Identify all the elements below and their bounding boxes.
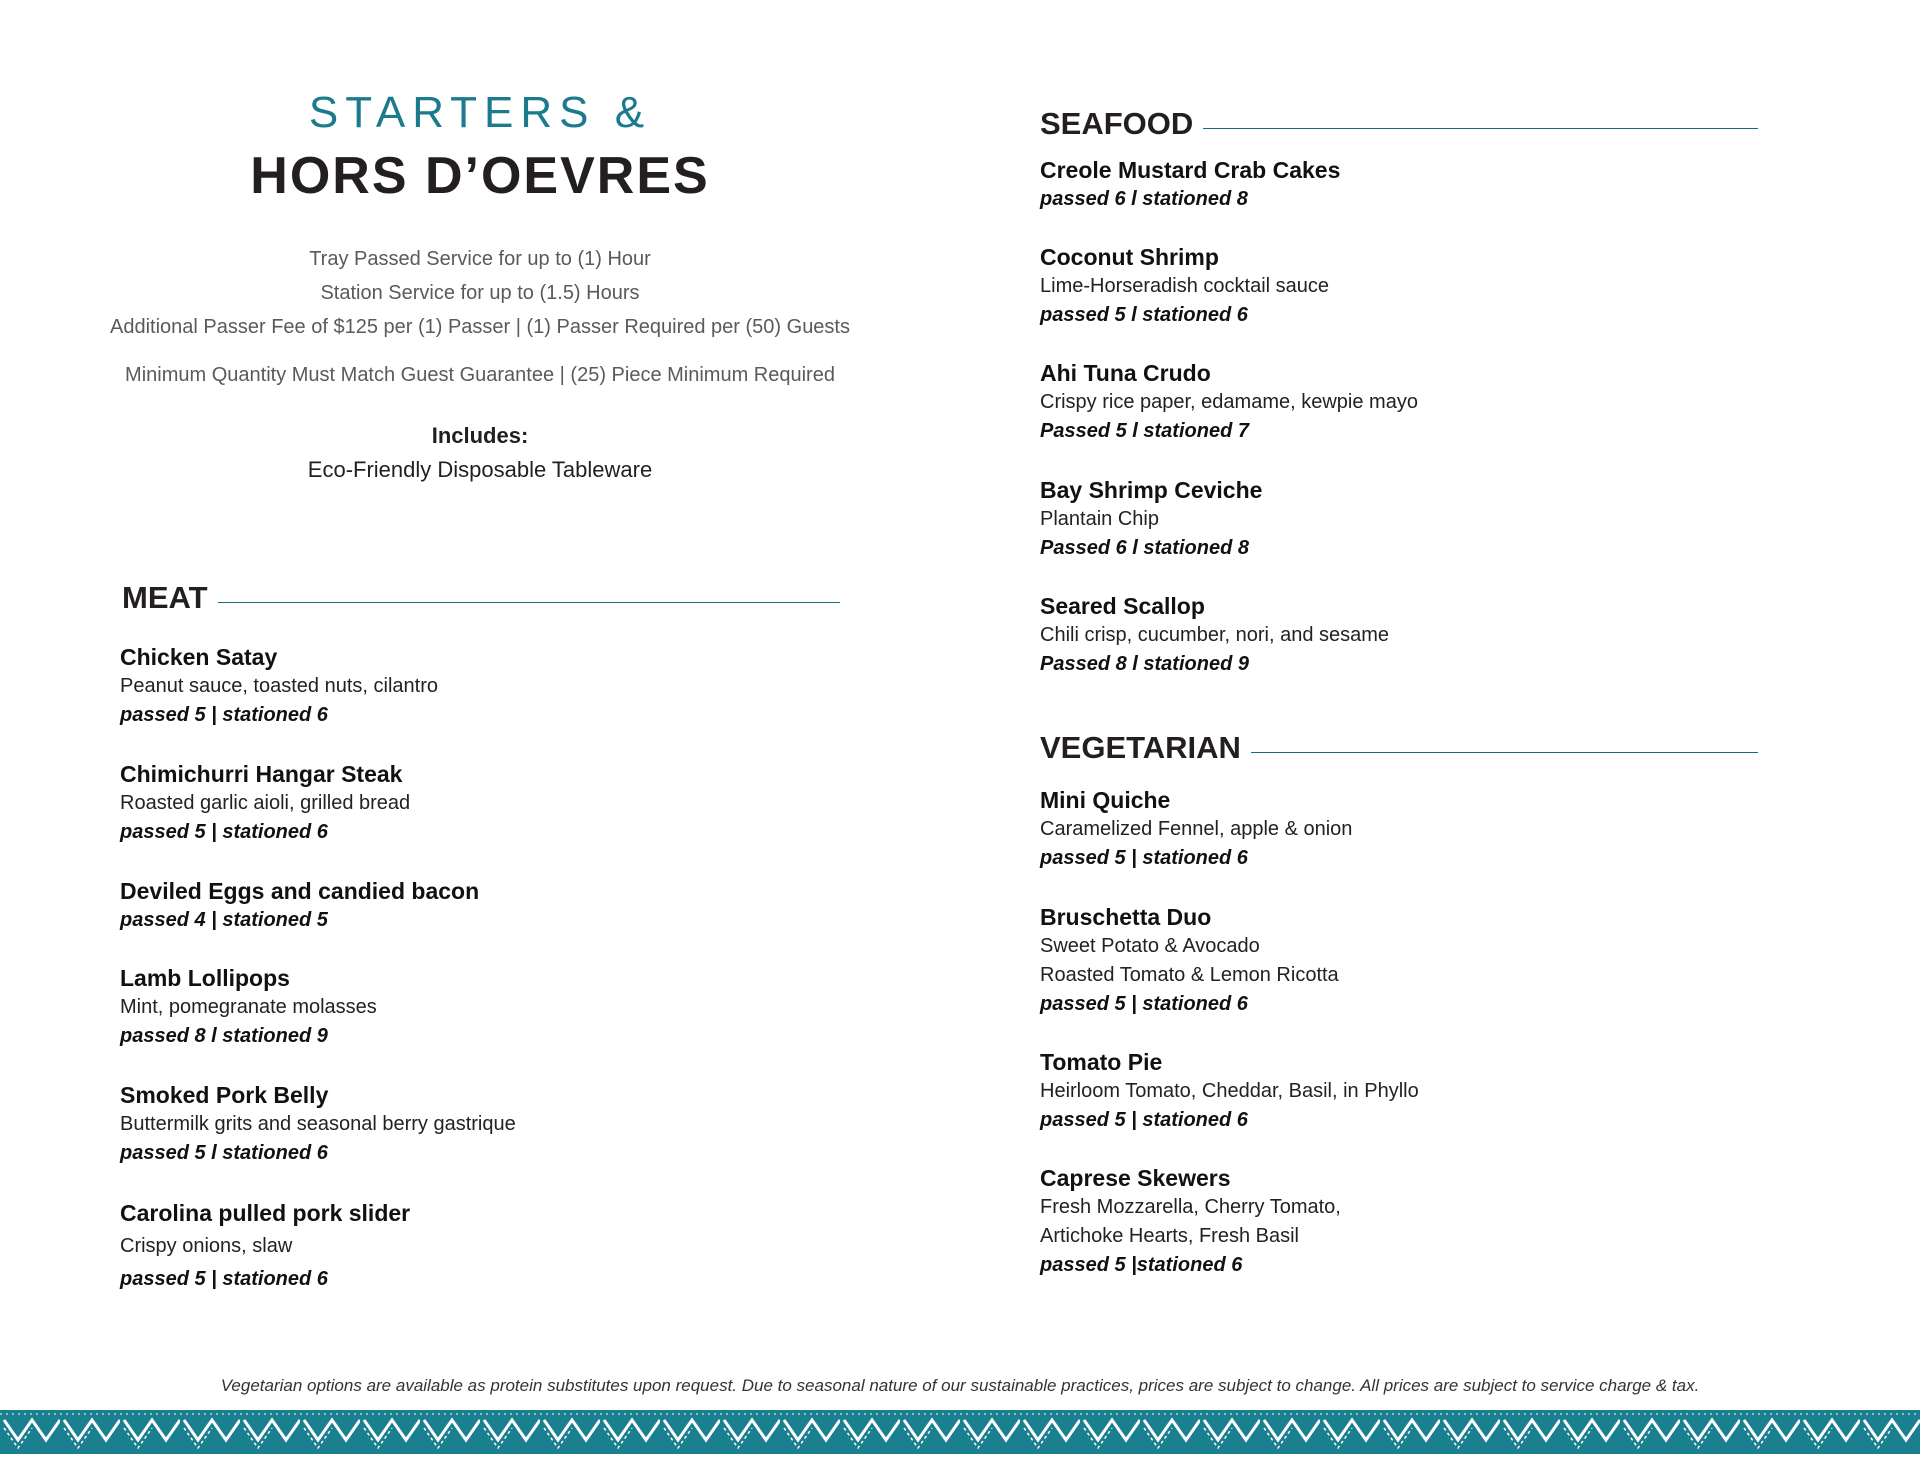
section-heading-meat: [122, 578, 840, 618]
item-description: Fresh Mozzarella, Cherry Tomato,: [1040, 1196, 1341, 1218]
section-rule: [1203, 128, 1758, 129]
includes-value: Eco-Friendly Disposable Tableware: [307, 457, 653, 482]
service-line: Additional Passer Fee of $125 per (1) Passer | (1) Passer Required per (50) Guests: [110, 316, 850, 338]
item-name: Bay Shrimp Ceviche: [1040, 477, 1263, 503]
item-name: Mini Quiche: [1040, 787, 1171, 813]
menu-item: [1040, 1047, 1419, 1135]
minimum-requirement: Minimum Quantity Must Match Guest Guarantee | (25) Piece Minimum Required: [125, 364, 835, 386]
section-heading-vegetarian: [1040, 728, 1758, 768]
item-name: Caprese Skewers: [1040, 1165, 1231, 1191]
item-price: passed 5 | stationed 6: [120, 821, 328, 843]
menu-title: HORS D’OEVRES: [250, 147, 710, 205]
item-description: Sweet Potato & Avocado: [1040, 935, 1260, 957]
item-price: passed 5 | stationed 6: [1040, 1109, 1248, 1131]
item-description: Mint, pomegranate molasses: [120, 996, 377, 1018]
item-description: Peanut sauce, toasted nuts, cilantro: [120, 675, 438, 697]
item-name: Smoked Pork Belly: [120, 1082, 329, 1108]
section-title: SEAFOOD: [1040, 106, 1194, 141]
item-description: Lime-Horseradish cocktail sauce: [1040, 275, 1330, 297]
item-description: Heirloom Tomato, Cheddar, Basil, in Phyllo: [1040, 1080, 1419, 1102]
menu-item: [1040, 1163, 1341, 1280]
item-description: Crispy onions, slaw: [120, 1235, 293, 1257]
item-name: Tomato Pie: [1040, 1049, 1163, 1075]
item-price: passed 6 l stationed 8: [1040, 188, 1248, 210]
menu-item: [120, 1198, 410, 1294]
menu-item: [120, 642, 438, 730]
item-name: Seared Scallop: [1040, 593, 1205, 619]
item-price: passed 5 | stationed 6: [1040, 993, 1248, 1015]
footer-note: Vegetarian options are available as protein substitutes upon request. Due to seasonal nature of our sustainable practices, prices are subject to change. All prices are subject to service charge & tax.: [220, 1376, 1700, 1395]
item-description: Crispy rice paper, edamame, kewpie mayo: [1040, 391, 1418, 413]
menu-item: [1040, 358, 1418, 446]
item-name: Coconut Shrimp: [1040, 244, 1219, 270]
item-price: passed 5 | stationed 6: [120, 1268, 328, 1290]
menu-item: [1040, 902, 1339, 1019]
item-price: passed 5 |stationed 6: [1040, 1254, 1243, 1276]
service-info: [0, 242, 960, 344]
decorative-border: [0, 1410, 1920, 1454]
section-title: MEAT: [122, 580, 208, 615]
item-price: Passed 6 l stationed 8: [1040, 537, 1249, 559]
item-name: Chimichurri Hangar Steak: [120, 761, 403, 787]
item-name: Ahi Tuna Crudo: [1040, 360, 1211, 386]
item-price: Passed 5 l stationed 7: [1040, 420, 1249, 442]
item-description: Chili crisp, cucumber, nori, and sesame: [1040, 624, 1390, 646]
menu-item: [1040, 475, 1262, 563]
section-heading-seafood: [1040, 104, 1758, 144]
item-description: Artichoke Hearts, Fresh Basil: [1040, 1225, 1299, 1247]
item-name: Deviled Eggs and candied bacon: [120, 878, 480, 904]
section-rule: [218, 602, 840, 603]
item-price: Passed 8 l stationed 9: [1040, 653, 1249, 675]
item-name: Creole Mustard Crab Cakes: [1040, 157, 1341, 183]
section-rule: [1251, 752, 1758, 753]
item-price: passed 8 l stationed 9: [120, 1025, 328, 1047]
item-name: Carolina pulled pork slider: [120, 1200, 411, 1226]
section-title: VEGETARIAN: [1040, 730, 1241, 765]
service-line: Station Service for up to (1.5) Hours: [320, 282, 640, 304]
item-price: passed 4 | stationed 5: [120, 909, 328, 931]
item-price: passed 5 l stationed 6: [1040, 304, 1248, 326]
item-name: Lamb Lollipops: [120, 965, 290, 991]
menu-item: [1040, 155, 1340, 214]
item-description: Roasted garlic aioli, grilled bread: [120, 792, 411, 814]
menu-item: [120, 1080, 516, 1168]
item-name: Bruschetta Duo: [1040, 904, 1212, 930]
menu-item: [1040, 242, 1329, 330]
item-price: passed 5 | stationed 6: [120, 704, 328, 726]
menu-item: [1040, 785, 1352, 873]
includes-label: Includes:: [431, 423, 529, 448]
service-line: Tray Passed Service for up to (1) Hour: [309, 248, 651, 270]
menu-subtitle: STARTERS &: [308, 88, 652, 137]
menu-item: [120, 759, 410, 847]
menu-item: [120, 876, 479, 935]
item-description: Plantain Chip: [1040, 508, 1159, 530]
item-description: Caramelized Fennel, apple & onion: [1040, 818, 1353, 840]
item-price: passed 5 | stationed 6: [1040, 847, 1248, 869]
item-description: Buttermilk grits and seasonal berry gastrique: [120, 1113, 516, 1135]
item-description: Roasted Tomato & Lemon Ricotta: [1040, 964, 1339, 986]
menu-item: [1040, 591, 1389, 679]
menu-item: [120, 963, 377, 1051]
item-price: passed 5 l stationed 6: [120, 1142, 328, 1164]
item-name: Chicken Satay: [120, 644, 278, 670]
